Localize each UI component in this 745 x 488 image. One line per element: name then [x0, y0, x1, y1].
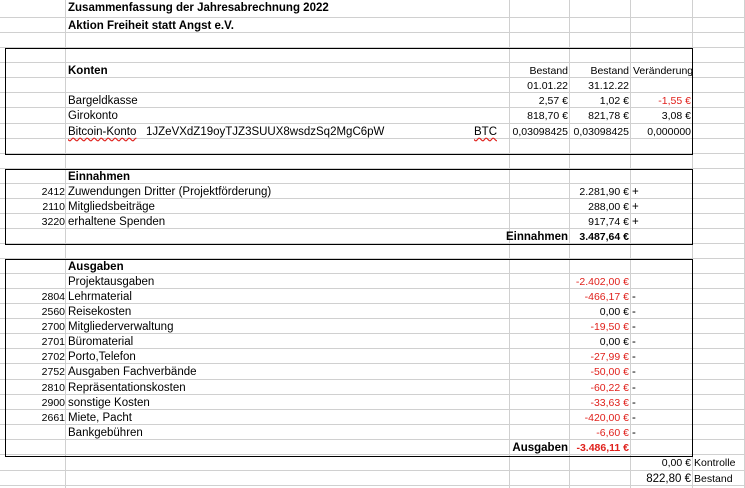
sign-marker[interactable]: -	[632, 336, 636, 348]
einnahmen-total-label[interactable]: Einnahmen	[506, 231, 568, 243]
konten-title[interactable]: Konten	[68, 65, 108, 77]
bitcoin-address[interactable]: 1JZeVXdZ19oyTJZ3SUUX8wsdzSq2MgC6pW	[146, 126, 385, 138]
einnahme-label[interactable]: Zuwendungen Dritter (Projektförderung)	[68, 186, 272, 198]
sign-marker[interactable]: +	[632, 186, 639, 198]
sign-marker[interactable]: -	[632, 412, 636, 424]
ausgaben-total[interactable]: -3.486,11 €	[576, 442, 629, 454]
date-end[interactable]: 31.12.22	[588, 80, 629, 92]
account-code[interactable]: 2804	[41, 291, 65, 303]
date-start[interactable]: 01.01.22	[527, 80, 568, 92]
sign-marker[interactable]: -	[632, 397, 636, 409]
ausgabe-amount[interactable]: -27,99 €	[590, 351, 629, 363]
ausgabe-label[interactable]: Büromaterial	[68, 336, 134, 348]
account-code[interactable]: 3220	[41, 216, 65, 228]
ausgabe-label[interactable]: Lehrmaterial	[68, 291, 132, 303]
ausgabe-label[interactable]: Mitgliederverwaltung	[68, 321, 174, 333]
account-code[interactable]: 2701	[41, 336, 65, 348]
konto-label[interactable]: Bargeldkasse	[68, 95, 138, 107]
einnahme-label[interactable]: erhaltene Spenden	[68, 216, 166, 228]
sign-marker[interactable]: -	[632, 427, 636, 439]
kontrolle-value[interactable]: 0,00 €	[661, 457, 691, 469]
grid-row-line	[0, 470, 745, 471]
ausgaben-title[interactable]: Ausgaben	[68, 261, 124, 273]
ausgabe-label[interactable]: Projektausgaben	[68, 276, 155, 288]
ausgabe-amount[interactable]: -6,60 €	[596, 427, 629, 439]
account-code[interactable]: 2810	[41, 382, 65, 394]
account-code[interactable]: 2110	[42, 201, 65, 213]
sign-marker[interactable]: +	[632, 216, 639, 228]
btc-unit[interactable]: BTC	[474, 126, 497, 138]
account-code[interactable]: 2702	[41, 351, 65, 363]
account-code[interactable]: 2752	[41, 366, 65, 378]
ausgaben-total-label[interactable]: Ausgaben	[512, 442, 568, 454]
einnahmen-title[interactable]: Einnahmen	[68, 171, 130, 183]
sign-marker[interactable]: -	[632, 366, 636, 378]
ausgabe-amount[interactable]: -420,00 €	[584, 412, 629, 424]
konto-start[interactable]: 2,57 €	[538, 95, 568, 107]
bestand-label[interactable]: Bestand	[694, 473, 733, 485]
ausgabe-amount[interactable]: 0,00 €	[599, 336, 629, 348]
konto-start[interactable]: 0,03098425	[512, 126, 568, 138]
einnahmen-total[interactable]: 3.487,64 €	[579, 231, 629, 243]
ausgabe-amount[interactable]: -19,50 €	[590, 321, 629, 333]
col-header-change[interactable]: Veränderung	[633, 65, 694, 77]
account-code[interactable]: 2560	[41, 306, 65, 318]
account-code[interactable]: 2700	[41, 321, 65, 333]
ausgabe-label[interactable]: Porto,Telefon	[68, 351, 136, 363]
sign-marker[interactable]: +	[632, 201, 639, 213]
bestand-value[interactable]: 822,80 €	[646, 473, 691, 485]
ausgabe-amount[interactable]: -50,00 €	[590, 366, 629, 378]
sign-marker[interactable]: -	[632, 351, 636, 363]
konto-start[interactable]: 818,70 €	[527, 110, 568, 122]
account-code[interactable]: 2900	[41, 397, 65, 409]
ausgabe-amount[interactable]: -466,17 €	[584, 291, 629, 303]
konto-label[interactable]: Bitcoin-Konto	[68, 126, 137, 138]
ausgabe-label[interactable]: Miete, Pacht	[68, 412, 132, 424]
konto-change[interactable]: -1,55 €	[658, 95, 691, 107]
ausgabe-label[interactable]: Ausgaben Fachverbände	[68, 366, 197, 378]
konto-change[interactable]: 0,000000	[647, 126, 691, 138]
konto-end[interactable]: 1,02 €	[599, 95, 629, 107]
konto-end[interactable]: 0,03098425	[573, 126, 629, 138]
grid-row-line	[0, 17, 745, 18]
sign-marker[interactable]: -	[632, 291, 636, 303]
ausgabe-amount[interactable]: -33,63 €	[590, 397, 629, 409]
konto-change[interactable]: 3,08 €	[661, 110, 691, 122]
einnahme-amount[interactable]: 2.281,90 €	[579, 186, 629, 198]
sign-marker[interactable]: -	[632, 306, 636, 318]
sign-marker[interactable]: -	[632, 321, 636, 333]
ausgabe-label[interactable]: Bankgebühren	[68, 427, 143, 439]
account-code[interactable]: 2412	[41, 186, 65, 198]
ausgabe-label[interactable]: sonstige Kosten	[68, 397, 150, 409]
ausgabe-amount[interactable]: -60,22 €	[590, 382, 629, 394]
ausgabe-amount[interactable]: 0,00 €	[599, 306, 629, 318]
ausgabe-label[interactable]: Reisekosten	[68, 306, 132, 318]
col-header-end[interactable]: Bestand	[590, 65, 629, 77]
sign-marker[interactable]: -	[632, 382, 636, 394]
einnahme-amount[interactable]: 917,74 €	[588, 216, 629, 228]
org-name[interactable]: Aktion Freiheit statt Angst e.V.	[68, 20, 234, 32]
ausgabe-amount[interactable]: -2.402,00 €	[575, 276, 629, 288]
konto-end[interactable]: 821,78 €	[588, 110, 629, 122]
einnahme-amount[interactable]: 288,00 €	[588, 201, 629, 213]
page-title[interactable]: Zusammenfassung der Jahresabrechnung 2022	[68, 2, 329, 14]
col-header-start[interactable]: Bestand	[529, 65, 568, 77]
kontrolle-label[interactable]: Kontrolle	[694, 457, 736, 469]
ausgabe-label[interactable]: Repräsentationskosten	[68, 382, 186, 394]
einnahme-label[interactable]: Mitgliedsbeiträge	[68, 201, 155, 213]
account-code[interactable]: 2661	[41, 412, 65, 424]
konto-label[interactable]: Girokonto	[68, 110, 118, 122]
